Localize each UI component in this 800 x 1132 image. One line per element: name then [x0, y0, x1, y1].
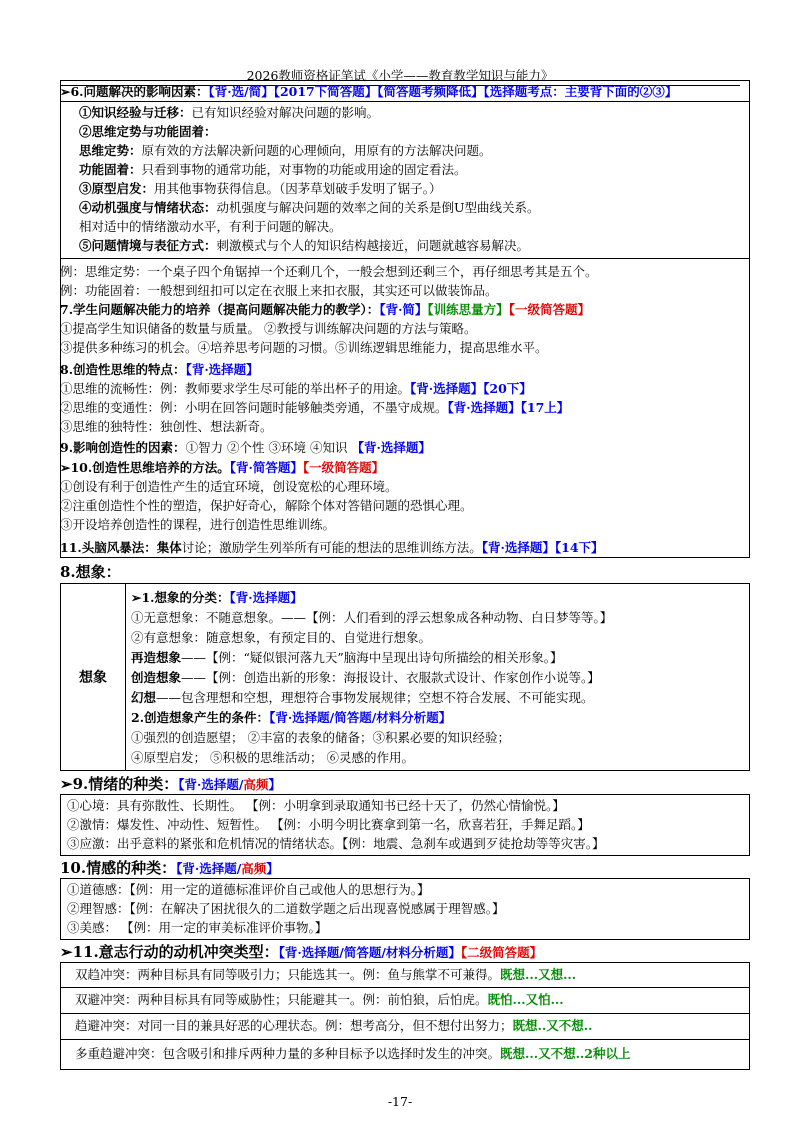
text-span: 【一级简答题】 [508, 302, 590, 317]
text-line [131, 728, 745, 748]
text-line [79, 141, 749, 160]
text-span: 原有效的方法解决新问题的心理倾向，用原有的方法解决问题。 [141, 143, 492, 158]
section-11 [60, 538, 750, 557]
text-line [67, 834, 749, 853]
text-span: 既想...又想... [500, 967, 577, 982]
text-span: 【背·简答题】 [229, 460, 303, 475]
text-span: 讨论；激励学生列举所有可能的想法的思维训练方法。 [181, 540, 482, 555]
text-span: ③应激：出乎意料的紧张和危机情况的情绪状态。【例：地震、急刹车或遇到歹徒抢劫等等灾害。】 [67, 836, 605, 851]
text-line [131, 668, 745, 688]
text-span: 【背·简】 [379, 302, 428, 317]
text-span: 只看到事物的通常功能，对事物的功能或用途的固定看法。 [141, 162, 467, 177]
text-span: ③思维的独特性：独创性、想法新奇。 [60, 419, 273, 434]
text-line [60, 379, 750, 398]
text-span: ④动机强度与情绪状态： [79, 200, 217, 215]
text-span: 【一级简答题】 [302, 460, 385, 475]
text-span: 用其他事物获得信息。（因茅草划破手发明了锯子。） [154, 181, 442, 196]
text-span: 【背·选择题/ [178, 777, 244, 792]
section-6-box [60, 101, 750, 259]
example-line: 例：思维定势：一个桌子四个角锯掉一个还剩几个，一般会想到还剩三个，再仔细思考其是五个。 [60, 264, 598, 279]
text-span: 集体 [156, 540, 182, 555]
text-span: 动机强度与解决问题的效率之间的关系是倒U型曲线关系。 [216, 200, 540, 215]
text-span: 高频 [243, 777, 269, 792]
text-span: 【背·选择题/简答题/材料分析题】 [278, 945, 461, 960]
text-line [79, 122, 749, 141]
text-line [79, 103, 749, 122]
text-span: 既想..又不想.. [512, 1018, 593, 1033]
text-line [131, 588, 745, 608]
text-span: ➢10.创造性思维培养的方法。 [60, 460, 230, 475]
section-6-title [60, 82, 750, 101]
text-line [79, 179, 749, 198]
text-line [131, 608, 745, 628]
text-span: 【简答题考频降低】 [377, 84, 484, 99]
conflict-row [60, 1014, 750, 1040]
text-span: ➢9.情绪的种类： [60, 775, 179, 793]
text-line [131, 628, 745, 648]
text-span: ②思维的变通性：例：小明在回答问题时能够触类旁通，不墨守成规。 [60, 400, 448, 415]
text-span: 再造想象 [131, 650, 182, 665]
text-span: ②思维定势与功能固着： [79, 124, 217, 139]
text-span: 【背·选择题】 [185, 362, 259, 377]
text-span: 创造想象 [131, 670, 182, 685]
section-6-examples [60, 262, 750, 300]
text-span: 9.影响创造性的因素： [60, 440, 186, 455]
conflict-row [60, 1040, 750, 1070]
text-span: ①强烈的创造愿望； ②丰富的表象的储备；③积累必要的知识经验； [131, 730, 510, 745]
text-span: 【背·选择题/简答题/材料分析题】 [269, 710, 452, 725]
text-span: ➢11.意志行动的动机冲突类型： [60, 943, 279, 961]
emotion-box [60, 794, 750, 856]
text-span: 7.学生问题解决能力的培养（提高问题解决能力的教学）： [60, 302, 380, 317]
text-span: 10.情感的种类： [60, 859, 177, 877]
section-10-title [60, 458, 750, 477]
text-span: 【训练思量方】 [427, 302, 509, 317]
text-span: ➢1.想象的分类： [131, 590, 230, 605]
text-span: 功能固着： [79, 162, 142, 177]
imagination-box [60, 583, 750, 771]
text-span: 】 [268, 777, 281, 792]
text-span: 【背·选择题】【20下】 [410, 381, 532, 396]
list-line: ①创设有利于创造性产生的适宜环境，创设宽松的心理环境。 [60, 479, 398, 494]
text-span: 】 [266, 861, 279, 876]
text-span: 多重趋避冲突：包含吸引和排斥两种力量的多种目标予以选择时发生的冲突。 [75, 1046, 501, 1061]
example-line: 例：功能固着：一般想到纽扣可以定在衣服上来扣衣服，其实还可以做装饰品。 [60, 283, 498, 298]
conflict-row [60, 988, 750, 1014]
text-span: 趋避冲突：对同一目的兼具好恶的心理状态。例：想考高分，但不想付出努力； [75, 1018, 513, 1033]
text-span: 【二级简答题】 [460, 945, 543, 960]
text-span: ②有意想象：随意想象，有预定目的、自觉进行想象。 [131, 630, 432, 645]
text-span: 【背·选择题】 [351, 440, 431, 455]
text-span: 【选择题考点：主要背下面的②③】 [483, 84, 678, 99]
text-span: ——包含理想和空想，理想符合事物发展规律；空想不符合发展、不可能实现。 [156, 690, 594, 705]
page-number: -17- [387, 1094, 413, 1109]
page-header: 2026教师资格证笔试《小学——教育教学知识与能力》 [60, 66, 740, 86]
text-span: ①无意想象：不随意想象。——【例：人们看到的浮云想象成各种动物、白日梦等等。】 [131, 610, 613, 625]
text-span: ——【例：“疑似银河落九天”脑海中呈现出诗句所描绘的相关形象。】 [181, 650, 563, 665]
text-span: ——【例：创造出新的形象：海报设计、衣服款式设计、作家创作小说等。】 [181, 670, 600, 685]
text-span: ①心境：具有弥散性、长期性。 【例：小明拿到录取通知书已经十天了，仍然心情愉悦。】 [67, 798, 565, 813]
text-span: ⑤问题情境与表征方式： [79, 238, 217, 253]
list-line: ③开设培养创造性的课程，进行创造性思维训练。 [60, 517, 336, 532]
text-span: 相对适中的情绪激动水平，有利于问题的解决。 [79, 219, 342, 234]
text-span: 【背·选/简】 [208, 84, 274, 99]
section-6-heading: ➢6.问题解决的影响因素： [60, 84, 209, 99]
text-span: 双趋冲突：两种目标具有同等吸引力；只能选其一。例：鱼与熊掌不可兼得。 [75, 967, 501, 982]
text-span: 思维定势： [79, 143, 142, 158]
text-line [67, 796, 749, 815]
text-span: 双避冲突：两种目标具有同等威胁性；只能避其一。例：前怕狼，后怕虎。 [75, 992, 488, 1007]
emotion-title [60, 774, 750, 794]
text-span: 2.创造想象产生的条件： [131, 710, 270, 725]
text-span: ①智力 ②个性 ③环境 ④知识 [185, 440, 352, 455]
text-span: ①知识经验与迁移： [79, 105, 192, 120]
text-line [79, 198, 749, 217]
section-10 [60, 458, 750, 534]
text-span: 已有知识经验对解决问题的影响。 [191, 105, 380, 120]
text-line [131, 748, 745, 768]
text-span: ③美感： 【例：用一定的审美标准评价事物。】 [67, 920, 328, 935]
text-span: 幻想 [131, 690, 157, 705]
text-span: 既怕...又怕... [487, 992, 564, 1007]
list-line: ①提高学生知识储备的数量与质量。 ②教授与训练解决问题的方法与策略。 [60, 321, 477, 336]
text-span: 8.创造性思维的特点： [60, 362, 186, 377]
text-line [131, 708, 745, 728]
will-table [60, 962, 750, 1070]
text-line [79, 160, 749, 179]
imagination-title: 8.想象： [60, 563, 121, 581]
text-span: 刺激模式与个人的知识结构越接近，问题就越容易解决。 [216, 238, 530, 253]
section-8 [60, 360, 750, 436]
text-line [67, 815, 749, 834]
text-span: ①道德感：【例：用一定的道德标准评价自己或他人的思想行为。】 [67, 882, 430, 897]
feeling-box [60, 878, 750, 940]
section-8-title [60, 360, 750, 379]
text-span: 既想...又不想..2种以上 [500, 1046, 631, 1061]
imagination-label: 想象 [61, 584, 126, 770]
text-line [131, 648, 745, 668]
text-span: 【背·选择题】 [229, 590, 303, 605]
list-line: ②注重创造性个性的塑造，保护好奇心，解除个体对答错问题的恐惧心理。 [60, 498, 473, 513]
text-line [79, 217, 749, 236]
feeling-title [60, 858, 750, 878]
section-9 [60, 438, 750, 457]
text-span: 【2017下简答题】 [273, 84, 378, 99]
will-title [60, 942, 750, 962]
text-span: 高频 [241, 861, 267, 876]
text-line [67, 880, 749, 899]
text-line [131, 688, 745, 708]
text-line [60, 417, 750, 436]
section-7-title [60, 300, 750, 319]
text-span: 【背·选择题/ [176, 861, 242, 876]
text-line [67, 918, 749, 937]
section-7 [60, 300, 750, 357]
text-span: ④原型启发； ⑤积极的思维活动； ⑥灵感的作用。 [131, 750, 414, 765]
text-line [79, 236, 749, 255]
text-span: ②激情：爆发性、冲动性、短暂性。 【例：小明今明比赛拿到第一名，欣喜若狂，手舞足蹈。】 [67, 817, 590, 832]
conflict-row [60, 962, 750, 988]
text-span: ③原型启发： [79, 181, 155, 196]
text-span: 【背·选择题】【14下】 [481, 540, 604, 555]
text-line [67, 899, 749, 918]
text-span: ②理智感：【例：在解决了困扰很久的二道数学题之后出现喜悦感属于理智感。】 [67, 901, 505, 916]
list-line: ③提供多种练习的机会。④培养思考问题的习惯。⑤训练逻辑思维能力，提高思维水平。 [60, 340, 548, 355]
text-span: ①思维的流畅性：例：教师要求学生尽可能的举出杯子的用途。 [60, 381, 411, 396]
text-line [60, 398, 750, 417]
text-span: 【背·选择题】【17上】 [447, 400, 570, 415]
text-span: 11.头脑风暴法： [60, 540, 157, 555]
